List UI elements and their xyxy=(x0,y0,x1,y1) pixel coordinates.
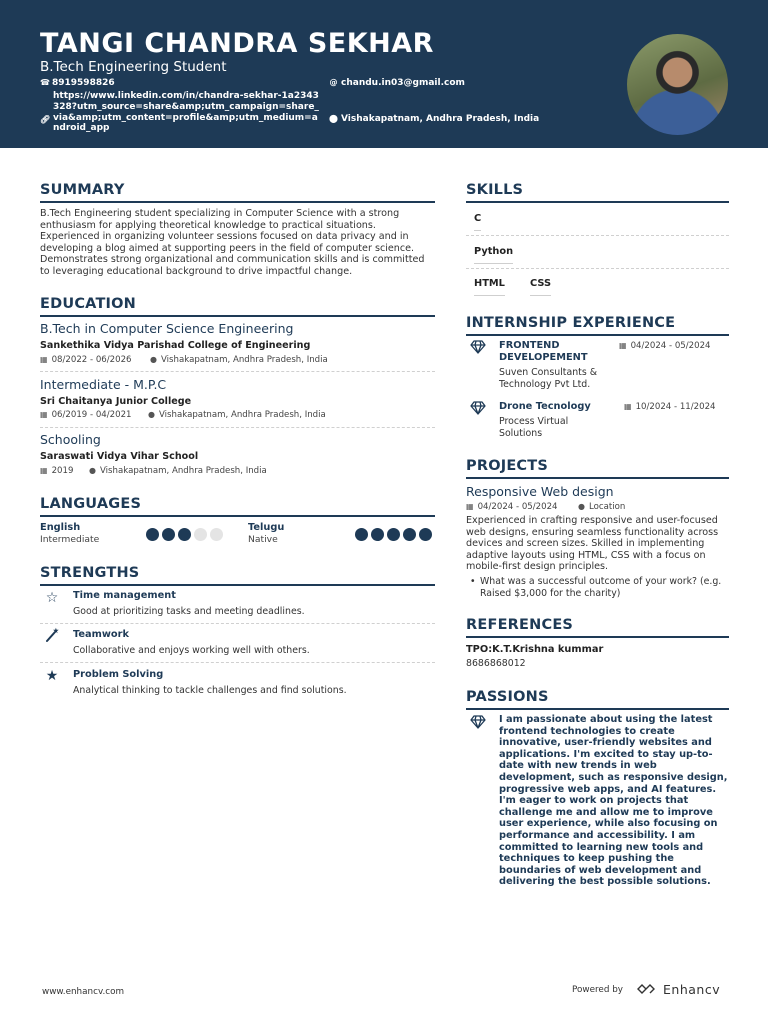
strength-desc: Good at prioritizing tasks and meeting deadlines. xyxy=(73,606,305,617)
location-pin-icon: ● xyxy=(578,502,585,511)
project-desc: Experienced in crafting responsive and user-focused web designs, ensuring seamless functionality across devices and screen sizes. Skilled in implementing adaptive layouts using HTML, CSS with a focus on mobile-first design principles. xyxy=(466,515,719,573)
location-pin-icon: ● xyxy=(148,410,155,419)
reference-name: TPO:K.T.Krishna kummar xyxy=(466,644,604,655)
language-name: English xyxy=(40,522,81,533)
divider xyxy=(466,235,729,236)
avatar xyxy=(627,34,728,135)
strengths-heading: STRENGTHS xyxy=(40,565,140,581)
strength-title: Teamwork xyxy=(73,629,129,640)
star-outline-icon: ☆ xyxy=(45,590,59,606)
rating-dot-filled xyxy=(146,528,159,541)
diamond-icon xyxy=(470,340,486,354)
phone-icon: ☎ xyxy=(40,78,50,87)
candidate-name: TANGI CHANDRA SEKHAR xyxy=(40,28,434,59)
education-location: ● Vishakapatnam, Andhra Pradesh, India xyxy=(150,355,328,365)
language-name: Telugu xyxy=(248,522,285,533)
rating-dot-filled xyxy=(178,528,191,541)
magic-wand-icon xyxy=(43,627,61,645)
references-heading: REFERENCES xyxy=(466,617,574,633)
language-level: Native xyxy=(248,534,278,545)
at-sign-icon: @ xyxy=(329,78,338,87)
divider xyxy=(40,623,435,624)
bullet-icon: • xyxy=(470,576,476,587)
projects-rule xyxy=(466,477,729,479)
education-school: Sankethika Vidya Parishad College of Engineering xyxy=(40,340,311,351)
divider xyxy=(40,371,435,372)
calendar-icon: ▦ xyxy=(40,410,48,419)
enhancv-logo[interactable]: Enhancv xyxy=(636,982,720,997)
skills-rule xyxy=(466,201,729,203)
location-contact: ⬤ Vishakapatnam, Andhra Pradesh, India xyxy=(329,114,540,124)
rating-dot-empty xyxy=(210,528,223,541)
education-degree: Intermediate - M.P.C xyxy=(40,377,167,392)
strengths-rule xyxy=(40,584,435,586)
skill-tag: Python xyxy=(474,246,513,264)
footer-site[interactable]: www.enhancv.com xyxy=(42,987,125,997)
projects-heading: PROJECTS xyxy=(466,458,548,474)
location-pin-icon: ● xyxy=(150,355,157,364)
education-location: ● Vishakapatnam, Andhra Pradesh, India xyxy=(89,466,267,476)
skills-heading: SKILLS xyxy=(466,182,524,198)
candidate-title: B.Tech Engineering Student xyxy=(40,59,227,75)
languages-rule xyxy=(40,515,435,517)
rating-dot-filled xyxy=(387,528,400,541)
internship-title: FRONTEND DEVELOPEMENT xyxy=(499,340,588,363)
internship-company: Process Virtual Solutions xyxy=(499,416,569,439)
linkedin-url[interactable]: https://www.linkedin.com/in/chandra-sekhar-1a2343328?utm_source=share&amp;utm_campaign=share_via&amp;utm_content=profile&amp;utm_medium=android_app xyxy=(53,91,319,134)
diamond-icon xyxy=(470,401,486,415)
language-level: Intermediate xyxy=(40,534,100,545)
email-contact[interactable]: @ chandu.in03@gmail.com xyxy=(329,78,465,88)
skill-tag: HTML xyxy=(474,278,505,296)
internship-company: Suven Consultants & Technology Pvt Ltd. xyxy=(499,367,597,390)
project-title: Responsive Web design xyxy=(466,484,614,499)
education-dates: ▦ 06/2019 - 04/2021 xyxy=(40,410,132,420)
education-school: Saraswati Vidya Vihar School xyxy=(40,451,199,462)
language-rating xyxy=(146,528,223,541)
enhancv-logo-icon xyxy=(636,983,660,995)
education-dates: ▦ 08/2022 - 06/2026 xyxy=(40,355,132,365)
calendar-icon: ▦ xyxy=(40,466,48,475)
rating-dot-filled xyxy=(419,528,432,541)
divider xyxy=(466,268,729,269)
passions-heading: PASSIONS xyxy=(466,689,549,705)
calendar-icon: ▦ xyxy=(619,341,627,350)
education-dates: ▦ 2019 xyxy=(40,466,74,476)
education-location: ● Vishakapatnam, Andhra Pradesh, India xyxy=(148,410,326,420)
star-sparkle-icon: ★ xyxy=(45,668,59,684)
strength-title: Time management xyxy=(73,590,176,601)
internship-rule xyxy=(466,334,729,336)
strength-desc: Collaborative and enjoys working well with others. xyxy=(73,645,310,656)
references-rule xyxy=(466,636,729,638)
rating-dot-filled xyxy=(355,528,368,541)
passions-rule xyxy=(466,708,729,710)
project-bullet: What was a successful outcome of your work? (e.g. Raised $3,000 for the charity) xyxy=(480,576,722,599)
education-degree: B.Tech in Computer Science Engineering xyxy=(40,321,294,336)
internship-heading: INTERNSHIP EXPERIENCE xyxy=(466,315,676,331)
rating-dot-filled xyxy=(371,528,384,541)
location-pin-icon: ⬤ xyxy=(329,114,338,123)
calendar-icon: ▦ xyxy=(466,502,474,511)
strength-desc: Analytical thinking to tackle challenges and find solutions. xyxy=(73,685,347,696)
calendar-icon: ▦ xyxy=(40,355,48,364)
divider xyxy=(40,662,435,663)
internship-title: Drone Tecnology xyxy=(499,401,591,412)
languages-heading: LANGUAGES xyxy=(40,496,142,512)
project-location: ● Location xyxy=(578,502,626,512)
footer-powered: Powered by xyxy=(572,985,623,995)
education-school: Sri Chaitanya Junior College xyxy=(40,396,192,407)
summary-text: B.Tech Engineering student specializing in Computer Science with a strong enthusiasm for applying theoretical knowledge to practical situations. Experienced in organizing volunteer sessions focused on data privacy and in developing a blog aimed at supporting peers in the field of computer science. Demonstrates strong organizational and communication skills and is committed to leveraging educational background to drive impactful change. xyxy=(40,208,425,277)
reference-phone: 8686868012 xyxy=(466,658,526,669)
phone-contact[interactable]: ☎ 8919598826 xyxy=(40,78,115,88)
linkedin-contact[interactable] xyxy=(40,91,322,134)
internship-dates: ▦ 04/2024 - 05/2024 xyxy=(619,341,711,351)
link-icon: 🔗︎ xyxy=(40,115,51,124)
passion-text: I am passionate about using the latest frontend technologies to create innovative, user-friendly websites and applications. I'm excited to stay up-to-date with new trends in web development, such as responsive design, progressive web apps, and AI features. I'm eager to work on projects that challenge me and allow me to improve user experience, while also focusing on performance and accessibility. I am committed to learning new tools and techniques to keep pushing the boundaries of web development and delivering the best possible solutions. xyxy=(499,714,728,888)
divider xyxy=(40,427,435,428)
diamond-icon xyxy=(470,715,486,729)
language-rating xyxy=(355,528,432,541)
internship-dates: ▦ 10/2024 - 11/2024 xyxy=(624,402,716,412)
location-pin-icon: ● xyxy=(89,466,96,475)
rating-dot-filled xyxy=(162,528,175,541)
education-degree: Schooling xyxy=(40,432,101,447)
rating-dot-empty xyxy=(194,528,207,541)
rating-dot-filled xyxy=(403,528,416,541)
calendar-icon: ▦ xyxy=(624,402,632,411)
summary-rule xyxy=(40,201,435,203)
project-dates: ▦ 04/2024 - 05/2024 xyxy=(466,502,558,512)
resume-header xyxy=(0,0,768,148)
education-rule xyxy=(40,315,435,317)
summary-heading: SUMMARY xyxy=(40,182,125,198)
education-heading: EDUCATION xyxy=(40,296,137,312)
skill-tag: C xyxy=(474,213,481,231)
strength-title: Problem Solving xyxy=(73,669,164,680)
skill-tag: CSS xyxy=(530,278,551,296)
